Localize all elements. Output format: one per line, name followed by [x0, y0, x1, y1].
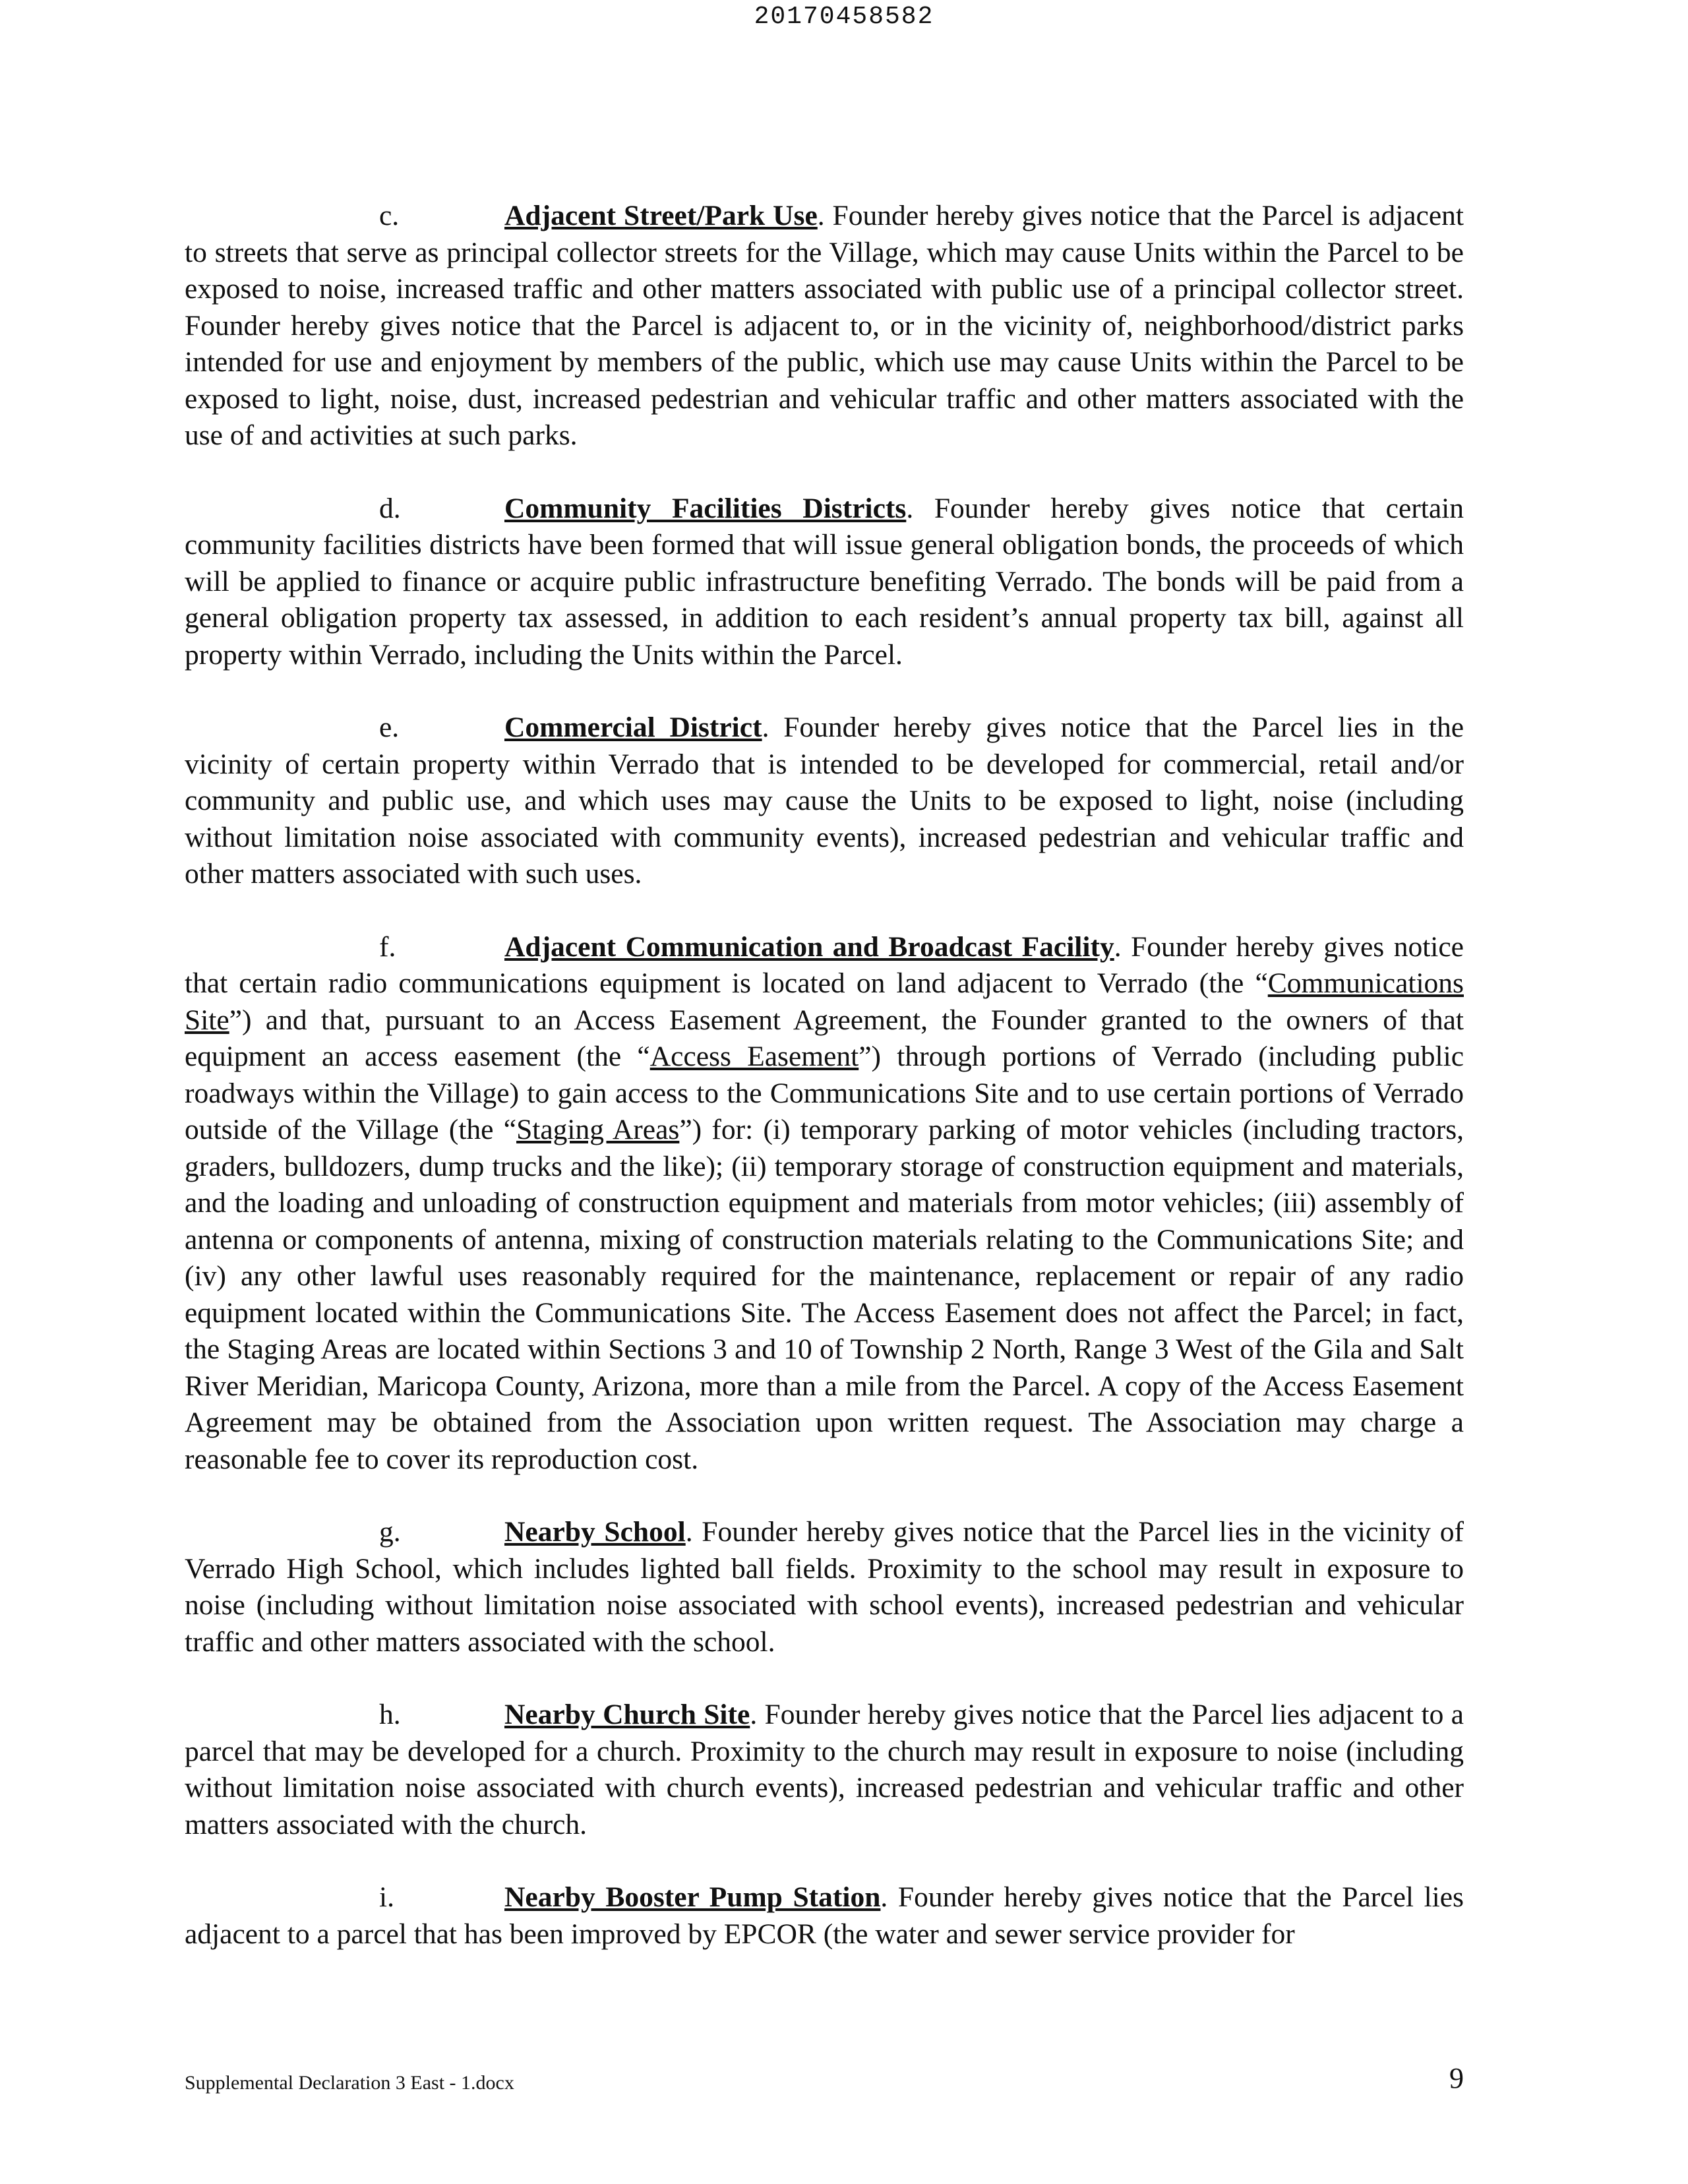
section-g	[185, 1514, 1464, 1660]
section-letter: h.	[379, 1699, 401, 1730]
section-letter: i.	[379, 1881, 394, 1913]
section-c	[185, 198, 1464, 454]
section-letter: f.	[379, 930, 396, 963]
section-text: . Founder hereby gives notice that the Parcel is adjacent to streets that serve as principal collector streets for the Village, which may cause Units within the Parcel to be exposed to noise, increased traffic and other matters associated with public use of a principal collector street. Founder hereby gives notice that the Parcel is adjacent to, or in the vicinity of, neighborhood/district parks intended for use and enjoyment by members of the public, which use may cause Units within the Parcel to be exposed to light, noise, dust, increased pedestrian and vehicular traffic and other matters associated with the use of and activities at such parks.	[185, 200, 1464, 451]
section-text: ”) through portions of Verrado (including public roadways within the Village) to gain access to the Communications Site and to use certain portions of Verrado outside of the Village (the “	[185, 1041, 1464, 1145]
section-text: . Founder hereby gives notice that the Parcel lies adjacent to a parcel that has been improved by EPCOR (the water and sewer service provider for	[185, 1881, 1464, 1950]
page-number: 9	[1449, 2062, 1464, 2094]
document-number: 20170458582	[754, 3, 934, 31]
section-letter: d.	[379, 492, 401, 524]
section-heading: Nearby Booster Pump Station	[504, 1881, 881, 1913]
section-text: ”) and that, pursuant to an Access Easement Agreement, the Founder granted to the owners of that equipment an access easement (the “	[185, 1004, 1464, 1072]
section-heading: Commercial District	[504, 712, 762, 743]
section-letter: g.	[379, 1516, 401, 1548]
footer-filename: Supplemental Declaration 3 East - 1.docx	[185, 2072, 514, 2094]
section-e	[185, 710, 1464, 893]
section-f	[185, 929, 1464, 1478]
section-heading: Adjacent Street/Park Use	[504, 200, 818, 231]
section-d	[185, 491, 1464, 674]
section-letter: e.	[379, 712, 400, 743]
section-text: . Founder hereby gives notice that the Parcel lies adjacent to a parcel that may be developed for a church. Proximity to the church may result in exposure to noise (including without limitation noise associated with church events), increased pedestrian and vehicular traffic and other matters associated with the church.	[185, 1699, 1464, 1840]
section-i	[185, 1879, 1464, 1953]
defined-term-communications-site: Communications Site	[185, 967, 1464, 1036]
section-heading: Nearby School	[504, 1516, 686, 1548]
section-letter: c.	[379, 200, 400, 231]
section-heading: Community Facilities Districts	[504, 492, 907, 524]
section-heading: Adjacent Communication and Broadcast Facility	[504, 930, 1114, 963]
section-heading: Nearby Church Site	[504, 1699, 750, 1730]
section-h	[185, 1697, 1464, 1843]
section-text: . Founder hereby gives notice that certain radio communications equipment is located on land adjacent to Verrado (the “	[185, 930, 1464, 999]
section-text: . Founder hereby gives notice that the Parcel lies in the vicinity of certain property within Verrado that is intended to be developed for commercial, retail and/or community and public use, and which uses may cause the Units to be exposed to light, noise (including without limitation noise associated with community events), increased pedestrian and vehicular traffic and other matters associated with such uses.	[185, 712, 1464, 890]
defined-term-staging-areas: Staging Areas	[516, 1114, 680, 1145]
defined-term-access-easement: Access Easement	[649, 1041, 859, 1072]
section-text: . Founder hereby gives notice that the Parcel lies in the vicinity of Verrado High School, which includes lighted ball fields. Proximity to the school may result in exposure to noise (including without limitation noise associated with school events), increased pedestrian and vehicular traffic and other matters associated with the school.	[185, 1516, 1464, 1658]
section-text: . Founder hereby gives notice that certain community facilities districts have been formed that will issue general obligation bonds, the proceeds of which will be applied to finance or acquire public infrastructure benefiting Verrado. The bonds will be paid from a general obligation property tax assessed, in addition to each resident’s annual property tax bill, against all property within Verrado, including the Units within the Parcel.	[185, 492, 1464, 671]
document-body	[185, 198, 1464, 1989]
section-text: ”) for: (i) temporary parking of motor vehicles (including tractors, graders, bulldozers, dump trucks and the like); (ii) temporary storage of construction equipment and materials, and the loading and unloading of construction equipment and materials from motor vehicles; (iii) assembly of antenna or components of antenna, mixing of construction materials relating to the Communications Site; and (iv) any other lawful uses reasonably required for the maintenance, replacement or repair of any radio equipment located within the Communications Site. The Access Easement does not affect the Parcel; in fact, the Staging Areas are located within Sections 3 and 10 of Township 2 North, Range 3 West of the Gila and Salt River Meridian, Maricopa County, Arizona, more than a mile from the Parcel. A copy of the Access Easement Agreement may be obtained from the Association upon written request. The Association may charge a reasonable fee to cover its reproduction cost.	[185, 1114, 1464, 1475]
